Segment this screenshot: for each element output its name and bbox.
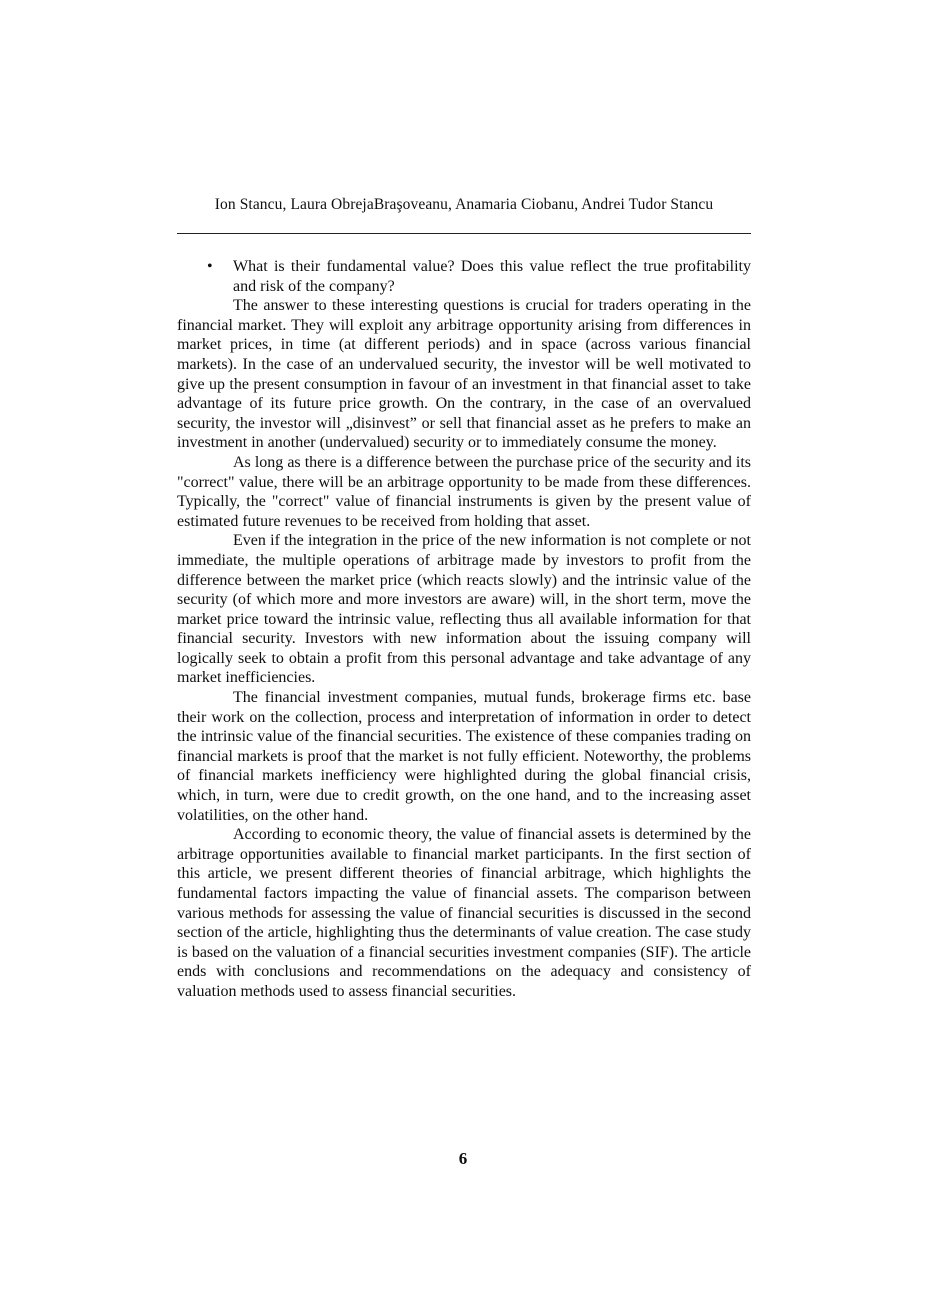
body-text bbox=[177, 257, 751, 1002]
paragraph: According to economic theory, the value of financial assets is determined by the arbitrage opportunities available to financial market participants. In the first section of this article, we present different theories of financial arbitrage, which highlights the fundamental factors impacting the value of financial assets. The comparison between various methods for assessing the value of financial securities is discussed in the second section of the article, highlighting thus the determinants of value creation. The case study is based on the valuation of a financial securities investment companies (SIF). The article ends with conclusions and recommendations on the adequacy and consistency of valuation methods used to assess financial securities. bbox=[177, 826, 751, 1000]
bullet-text: What is their fundamental value? Does this value reflect the true profitability and risk of the company? bbox=[233, 258, 751, 295]
paragraph: The answer to these interesting questions is crucial for traders operating in the financial market. They will exploit any arbitrage opportunity arising from differences in market prices, in time (at different periods) and in space (across various financial markets). In the case of an undervalued security, the investor will be well motivated to give up the present consumption in favour of an investment in that financial asset to take advantage of its future price growth. On the contrary, in the case of an overvalued security, the investor will „disinvest” or sell that financial asset as he prefers to make an investment in another (undervalued) security or to immediately consume the money. bbox=[177, 297, 751, 452]
bullet-item bbox=[177, 257, 751, 296]
paragraph: Even if the integration in the price of the new information is not complete or not immediate, the multiple operations of arbitrage made by investors to profit from the difference between the market price (which reacts slowly) and the intrinsic value of the security (of which more and more investors are aware) will, in the short term, move the market price toward the intrinsic value, reflecting thus all available information for that financial security. Investors with new information about the issuing company will logically seek to obtain a profit from this personal advantage and take advantage of any market inefficiencies. bbox=[177, 532, 751, 687]
bullet-marker: • bbox=[207, 258, 213, 275]
running-header: Ion Stancu, Laura ObrejaBraşoveanu, Anamaria Ciobanu, Andrei Tudor Stancu bbox=[214, 196, 714, 213]
paragraph: The financial investment companies, mutual funds, brokerage firms etc. base their work on the collection, process and interpretation of information in order to detect the intrinsic value of the financial securities. The existence of these companies trading on financial markets is proof that the market is not fully efficient. Noteworthy, the problems of financial markets inefficiency were highlighted during the global financial crisis, which, in turn, were due to credit growth, on the one hand, and to the increasing asset volatilities, on the other hand. bbox=[177, 689, 751, 824]
page-number: 6 bbox=[458, 1149, 468, 1168]
header-rule bbox=[177, 233, 751, 234]
paragraph: As long as there is a difference between the purchase price of the security and its "correct" value, there will be an arbitrage opportunity to be made from these differences. Typically, the "correct" value of financial instruments is given by the present value of estimated future revenues to be received from holding that asset. bbox=[177, 453, 751, 530]
